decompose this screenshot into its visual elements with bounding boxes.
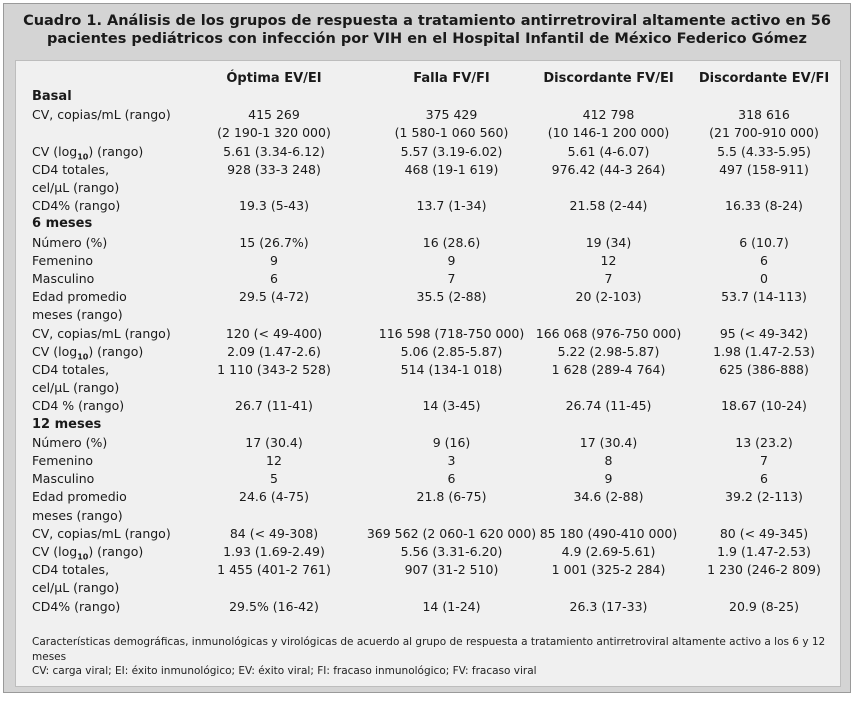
table-cell: 166 068 (976-750 000) (535, 325, 682, 341)
table-row (16, 325, 842, 343)
column-header-falla: Falla FV/FI (413, 71, 490, 86)
row-label: Femenino (32, 453, 94, 468)
table-cell: 14 (1-24) (422, 598, 481, 614)
table-cell: 1.9 (1.47-2.53) (717, 544, 811, 559)
table-cell: 0 (760, 271, 768, 286)
row-label: Femenino (32, 252, 94, 268)
table-cell: 16 (28.6) (422, 234, 481, 250)
row-label: meses (rango) (32, 507, 123, 523)
column-header-row (16, 70, 842, 88)
table-cell: 1 455 (401-2 761) (217, 562, 331, 578)
table-row (16, 161, 842, 179)
row-label: cel/µL (rango) (32, 580, 120, 596)
row-label: Masculino (32, 471, 95, 487)
notes-abbreviations: CV: carga viral; EI: éxito inmunológico; EV: éxito viral; FI: fracaso inmunológico; FV: fracaso viral (32, 665, 537, 677)
row-label-prefix: CV (log (32, 343, 78, 359)
table-cell: 29.5 (4-72) (239, 289, 309, 305)
table-row (16, 179, 842, 197)
table-cell: 4.9 (2.69-5.61) (561, 544, 656, 559)
table-row (16, 197, 842, 215)
table-cell: 1 001 (325-2 284) (551, 562, 666, 578)
table-row (16, 543, 842, 561)
table-row (16, 452, 842, 470)
table-cell: 5.61 (3.34-6.12) (223, 143, 325, 159)
table-row (16, 561, 842, 579)
table-cell: 415 269 (248, 107, 300, 123)
table-row (16, 306, 842, 324)
table-cell: (1 580-1 060 560) (394, 125, 509, 141)
table-cell: (10 146-1 200 000) (547, 125, 670, 141)
table-cell: 16.33 (8-24) (725, 198, 803, 214)
table-row (16, 361, 842, 379)
section-header (16, 215, 842, 233)
table-cell: 1 110 (343-2 528) (217, 362, 331, 377)
row-label: CD4 totales, (32, 562, 110, 578)
table-cell: 8 (604, 453, 613, 468)
column-header-discordante-fv-ei: Discordante FV/EI (543, 71, 674, 86)
table-cell: 24.6 (4-75) (239, 489, 309, 505)
table-cell: 26.74 (11-45) (565, 398, 652, 414)
table-cell: 5 (270, 471, 278, 487)
row-label: Número (%) (32, 434, 108, 450)
table-cell: 13.7 (1-34) (416, 198, 487, 214)
row-label: Masculino (32, 271, 95, 286)
table-cell: 5.56 (3.31-6.20) (400, 544, 503, 559)
table-row (16, 124, 842, 142)
log-subscript: 10 (77, 152, 89, 162)
section-header (16, 88, 842, 106)
table-cell: 5.06 (2.85-5.87) (400, 343, 503, 359)
table-cell: 95 (< 49-342) (719, 325, 809, 341)
table-cell: 19 (34) (585, 234, 632, 250)
table-cell: 20.9 (8-25) (729, 598, 799, 614)
row-label: CV, copias/mL (rango) (32, 525, 171, 541)
table-cell: 39.2 (2-113) (725, 489, 803, 505)
table-cell: 6 (270, 271, 278, 286)
table-row (16, 270, 842, 288)
table-cell: 3 (447, 453, 456, 468)
table-cell: (21 700-910 000) (709, 125, 819, 141)
table-row (16, 343, 842, 361)
title-line-1: Cuadro 1. Análisis de los grupos de respuesta a tratamiento antirretroviral altamente activo en 56 (23, 13, 831, 29)
row-label: cel/µL (rango) (32, 380, 120, 396)
table-cell: 1.98 (1.47-2.53) (713, 343, 815, 359)
row-label-suffix: ) (rango) (88, 143, 144, 159)
table-cell: 9 (447, 252, 456, 268)
table-cell: 2.09 (1.47-2.6) (227, 343, 321, 359)
row-label (32, 543, 143, 561)
table-notes (32, 635, 832, 679)
table-cell: 1.93 (1.69-2.49) (223, 544, 325, 559)
table-row (16, 488, 842, 506)
table-cell: 6 (760, 471, 768, 487)
table-cell: 7 (447, 271, 456, 286)
table-cell: 13 (23.2) (735, 434, 793, 450)
table-cell: 369 562 (2 060-1 620 000) (366, 525, 537, 541)
table-cell: 12 (600, 252, 617, 268)
title-line-2: pacientes pediátricos con infección por VIH en el Hospital Infantil de México Federico Gómez (47, 31, 807, 47)
row-label: Número (%) (32, 234, 108, 250)
table-cell: 5.5 (4.33-5.95) (717, 143, 811, 159)
table-cell: 18.67 (10-24) (721, 398, 807, 414)
table-cell: 120 (< 49-400) (225, 325, 323, 341)
row-label-prefix: CV (log (32, 143, 78, 159)
row-label: CD4 % (rango) (32, 398, 125, 414)
column-header-discordante-ev-fi: Discordante EV/FI (698, 71, 830, 86)
row-label-suffix: ) (rango) (88, 544, 144, 559)
table-cell: 5.57 (3.19-6.02) (400, 143, 503, 159)
table-cell: 7 (604, 271, 613, 286)
table-row (16, 397, 842, 415)
row-label: Edad promedio (32, 489, 127, 505)
table-cell: 14 (3-45) (422, 398, 481, 414)
table-cell: 80 (< 49-345) (719, 525, 809, 541)
table-cell: 17 (30.4) (579, 434, 638, 450)
log-subscript: 10 (77, 552, 89, 562)
table-row (16, 143, 842, 161)
table-cell: 318 616 (738, 107, 790, 123)
table-cell: 9 (604, 471, 613, 487)
table-cell: 6 (447, 471, 456, 487)
table-cell: 85 180 (490-410 000) (539, 525, 678, 541)
table-row (16, 507, 842, 525)
table-cell: 9 (270, 252, 278, 268)
table-cell: 35.5 (2-88) (416, 289, 487, 305)
table-title (4, 12, 850, 48)
table-cell: 976.42 (44-3 264) (551, 161, 666, 177)
table-row (16, 525, 842, 543)
log-subscript: 10 (77, 352, 89, 362)
row-label: CV, copias/mL (rango) (32, 107, 171, 123)
section-label: 12 meses (32, 416, 102, 432)
table-row (16, 579, 842, 597)
table-cell: 625 (386-888) (719, 362, 809, 377)
column-header-optima: Óptima EV/EI (226, 71, 322, 86)
table-cell: 84 (< 49-308) (229, 525, 319, 541)
row-label-suffix: ) (rango) (88, 343, 144, 359)
table-cell: 20 (2-103) (575, 289, 642, 305)
table-cell: 1 230 (246-2 809) (707, 562, 821, 578)
table-cell: 12 (266, 453, 282, 468)
table-row (16, 598, 842, 616)
row-label-prefix: CV (log (32, 544, 78, 559)
table-cell: 928 (33-3 248) (227, 161, 321, 177)
table-cell: (2 190-1 320 000) (217, 125, 331, 141)
section-label: 6 meses (32, 216, 93, 232)
section-label: Basal (32, 89, 72, 104)
table-cell: 514 (134-1 018) (400, 362, 503, 377)
table-cell: 6 (10.7) (739, 234, 789, 250)
table-cell: 19.3 (5-43) (239, 198, 309, 214)
table-cell: 375 429 (425, 107, 478, 123)
row-label: CD4 totales, (32, 161, 110, 177)
row-label: Edad promedio (32, 289, 127, 305)
table-cell: 5.61 (4-6.07) (567, 143, 650, 159)
table-cell: 15 (26.7%) (239, 234, 309, 250)
table-cell: 9 (16) (432, 434, 471, 450)
row-label: CD4 totales, (32, 362, 110, 377)
row-label: CD4% (rango) (32, 198, 121, 214)
table-cell: 5.22 (2.98-5.87) (557, 343, 660, 359)
table-body (15, 60, 841, 687)
notes-description: Características demográficas, inmunológicas y virológicas de acuerdo al grupo de respuesta a tratamiento antirretroviral altamente activo a los 6 y 12 meses (32, 636, 826, 663)
table-cell: 468 (19-1 619) (404, 161, 499, 177)
table-frame (3, 3, 851, 693)
table-cell: 116 598 (718-750 000) (378, 325, 525, 341)
table-row (16, 434, 842, 452)
table-row (16, 470, 842, 488)
table-cell: 6 (760, 252, 768, 268)
table-cell: 26.7 (11-41) (235, 398, 313, 414)
table-cell: 1 628 (289-4 764) (551, 362, 666, 377)
row-label (32, 143, 143, 161)
row-label (32, 343, 143, 361)
row-label: CV, copias/mL (rango) (32, 325, 171, 341)
table-cell: 26.3 (17-33) (569, 598, 648, 614)
table-cell: 21.58 (2-44) (569, 198, 648, 214)
table-row (16, 379, 842, 397)
table-row (16, 234, 842, 252)
table-cell: 34.6 (2-88) (573, 489, 644, 505)
table-row (16, 252, 842, 270)
table-cell: 21.8 (6-75) (416, 489, 487, 505)
row-label: CD4% (rango) (32, 598, 121, 614)
table-cell: 53.7 (14-113) (721, 289, 807, 305)
table-cell: 29.5% (16-42) (229, 598, 319, 614)
table-cell: 17 (30.4) (245, 434, 303, 450)
table-cell: 412 798 (582, 107, 635, 123)
table-cell: 907 (31-2 510) (404, 562, 499, 578)
table-row (16, 288, 842, 306)
row-label: meses (rango) (32, 307, 123, 323)
section-header (16, 416, 842, 434)
row-label: cel/µL (rango) (32, 180, 120, 195)
table-cell: 7 (760, 453, 768, 468)
table-cell: 497 (158-911) (719, 161, 809, 177)
table-row (16, 106, 842, 124)
